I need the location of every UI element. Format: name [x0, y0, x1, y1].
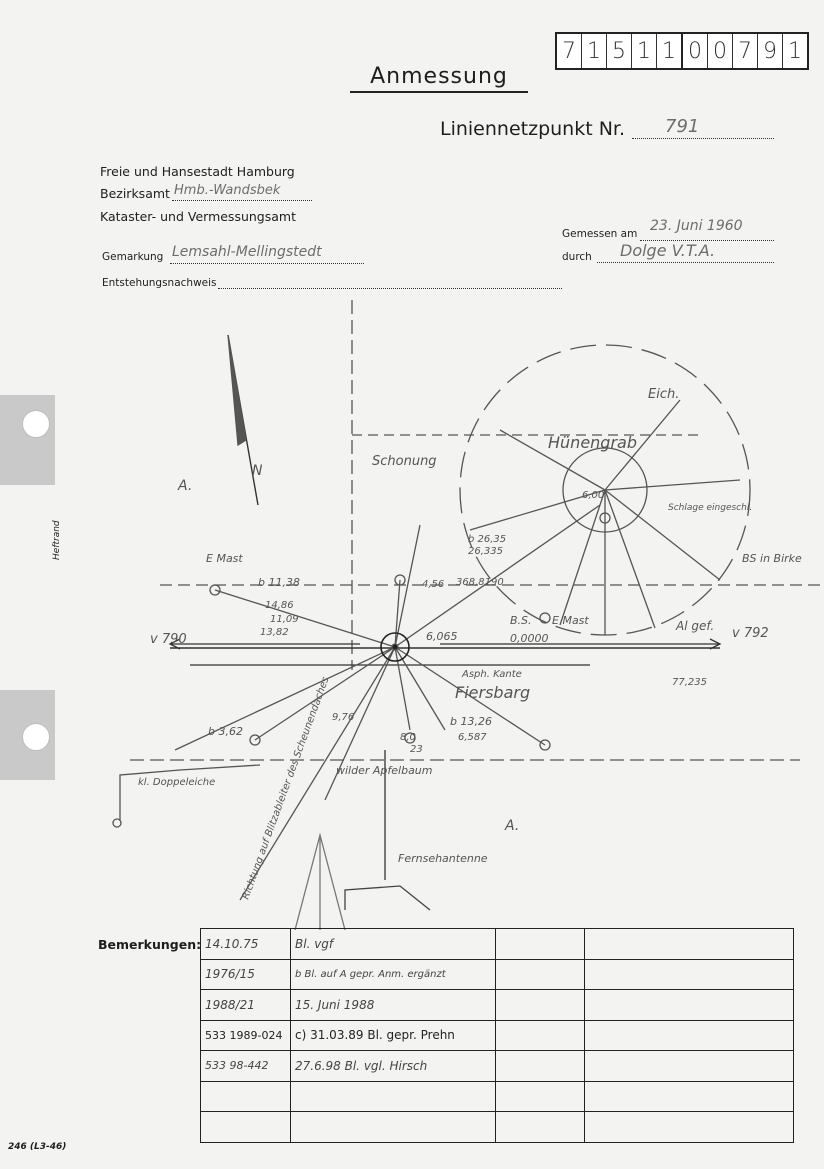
emast-right-label: E Mast — [552, 614, 589, 627]
measurement-label: 6,587 — [458, 732, 487, 743]
gemessen-label: Gemessen am — [562, 228, 638, 240]
measurement-label: 11,09 — [270, 614, 299, 625]
v792-label: v 792 — [732, 626, 769, 641]
remarks-cell: 533 98-442 — [201, 1051, 291, 1082]
netzpunkt-label: Liniennetzpunkt Nr. — [440, 118, 626, 140]
measurement-label: 77,235 — [672, 677, 707, 688]
doc-digit: 5 — [607, 34, 632, 68]
measurement-label: 14,86 — [265, 600, 294, 611]
durch-label: durch — [562, 251, 592, 263]
table-row — [201, 990, 794, 1021]
measurement-label: 6,00 — [582, 490, 605, 501]
remarks-cell — [585, 1020, 794, 1051]
remarks-cell — [496, 1081, 585, 1112]
remarks-cell: Bl. vgf — [291, 929, 496, 960]
table-row — [201, 1020, 794, 1051]
doc-digit: 1 — [788, 38, 802, 64]
netzpunkt-value: 791 — [665, 116, 700, 137]
doc-digit: 7 — [557, 34, 582, 68]
table-row — [201, 959, 794, 990]
doppeleiche-label: kl. Doppeleiche — [138, 777, 216, 788]
richtung-label: Richtung auf Blitzableiter des Scheunendaches — [240, 675, 332, 902]
form-number: 246 (L3-46) — [8, 1142, 67, 1152]
gemarkung-label: Gemarkung — [102, 251, 164, 263]
remarks-cell — [496, 1020, 585, 1051]
bezirksamt-label: Bezirksamt — [100, 186, 170, 201]
table-row — [201, 1051, 794, 1082]
remarks-cell: 15. Juni 1988 — [291, 990, 496, 1021]
bezirksamt-line — [172, 200, 312, 201]
bs-label: B.S. — [510, 614, 532, 627]
measurement-label: 13,82 — [260, 627, 289, 638]
huenengrab-label: Hünengrab — [548, 433, 637, 452]
schlage-label: Schlage eingeschl. — [668, 503, 753, 513]
remarks-cell — [496, 1112, 585, 1143]
doc-digit: 0 — [683, 34, 708, 68]
remarks-cell — [201, 1112, 291, 1143]
entstehung-line — [218, 288, 562, 289]
gemarkung-line — [170, 263, 364, 264]
v790-label: v 790 — [150, 632, 187, 647]
doc-digit: 1 — [657, 34, 683, 68]
doc-digit: 9 — [758, 34, 783, 68]
measurement-label: 8,0 — [400, 732, 416, 743]
measurement-label: 26,335 — [468, 546, 503, 557]
asph-kante-label: Asph. Kante — [462, 669, 522, 680]
remarks-label: Bemerkungen: — [98, 937, 202, 952]
remarks-cell — [291, 1081, 496, 1112]
north-label: N — [252, 463, 263, 479]
remarks-cell: 14.10.75 — [201, 929, 291, 960]
remarks-cell — [201, 1081, 291, 1112]
remarks-cell: 27.6.98 Bl. vgl. Hirsch — [291, 1051, 496, 1082]
measurement-label: 0,0000 — [510, 632, 549, 645]
remarks-cell — [496, 1051, 585, 1082]
durch-line — [597, 262, 774, 263]
measurement-label: 23 — [410, 744, 423, 755]
remarks-cell: 1976/15 — [201, 959, 291, 990]
table-row — [201, 1081, 794, 1112]
apfelbaum-label: wilder Apfelbaum — [336, 764, 433, 777]
table-row — [201, 1112, 794, 1143]
remarks-cell — [585, 1112, 794, 1143]
gemessen-value: 23. Juni 1960 — [650, 218, 743, 234]
doc-digit: 7 — [733, 34, 758, 68]
remarks-cell — [585, 1081, 794, 1112]
emast-left-label: E Mast — [206, 552, 243, 565]
measurement-label: b 13,26 — [450, 715, 492, 728]
remarks-cell — [585, 990, 794, 1021]
survey-sketch — [0, 290, 824, 930]
measurement-label: 9,76 — [332, 712, 355, 723]
remarks-cell: c) 31.03.89 Bl. gepr. Prehn — [291, 1020, 496, 1051]
fiersbarg-label: Fiersbarg — [455, 683, 531, 702]
measurement-label: 6,065 — [426, 630, 458, 643]
measurement-label: b 3,62 — [208, 725, 243, 738]
page-title: Anmessung — [350, 64, 528, 93]
remarks-cell — [496, 990, 585, 1021]
remarks-cell — [496, 929, 585, 960]
remarks-cell: b Bl. auf A gepr. Anm. ergänzt — [291, 959, 496, 990]
bezirksamt-value: Hmb.-Wandsbek — [174, 183, 281, 198]
doc-digit: 0 — [708, 34, 733, 68]
measurement-label: 368,8190 — [456, 577, 504, 588]
doc-digit: 1 — [632, 34, 657, 68]
table-row — [201, 929, 794, 960]
remarks-cell: 533 1989-024 — [201, 1020, 291, 1051]
heftrand-label: Heftrand — [52, 520, 62, 560]
document-number — [555, 32, 809, 70]
eich-label: Eich. — [648, 387, 680, 402]
measurement-label: b 11,38 — [258, 576, 300, 589]
netzpunkt-line — [632, 138, 774, 139]
remarks-table — [200, 928, 794, 1143]
remarks-cell — [496, 959, 585, 990]
remarks-cell — [585, 929, 794, 960]
org-name: Freie und Hansestadt Hamburg — [100, 164, 295, 179]
remarks-cell — [585, 1051, 794, 1082]
remarks-cell — [585, 959, 794, 990]
gemarkung-value: Lemsahl-Mellingstedt — [172, 244, 322, 260]
area-a-label: A. — [178, 478, 193, 494]
area-a-label: A. — [505, 818, 520, 834]
measurement-label: b 26,35 — [468, 534, 507, 545]
fernseh-label: Fernsehantenne — [398, 852, 488, 865]
algef-label: Al gef. — [676, 619, 715, 633]
entstehung-label: Entstehungsnachweis — [102, 277, 217, 289]
remarks-cell — [291, 1112, 496, 1143]
measurement-label: 4,56 — [422, 579, 445, 590]
remarks-cell: 1988/21 — [201, 990, 291, 1021]
durch-value: Dolge V.T.A. — [620, 241, 716, 260]
bs-birke-label: BS in Birke — [742, 552, 802, 565]
kataster-label: Kataster- und Vermessungsamt — [100, 209, 296, 224]
schonung-label: Schonung — [372, 454, 437, 469]
doc-digit: 1 — [582, 34, 607, 68]
